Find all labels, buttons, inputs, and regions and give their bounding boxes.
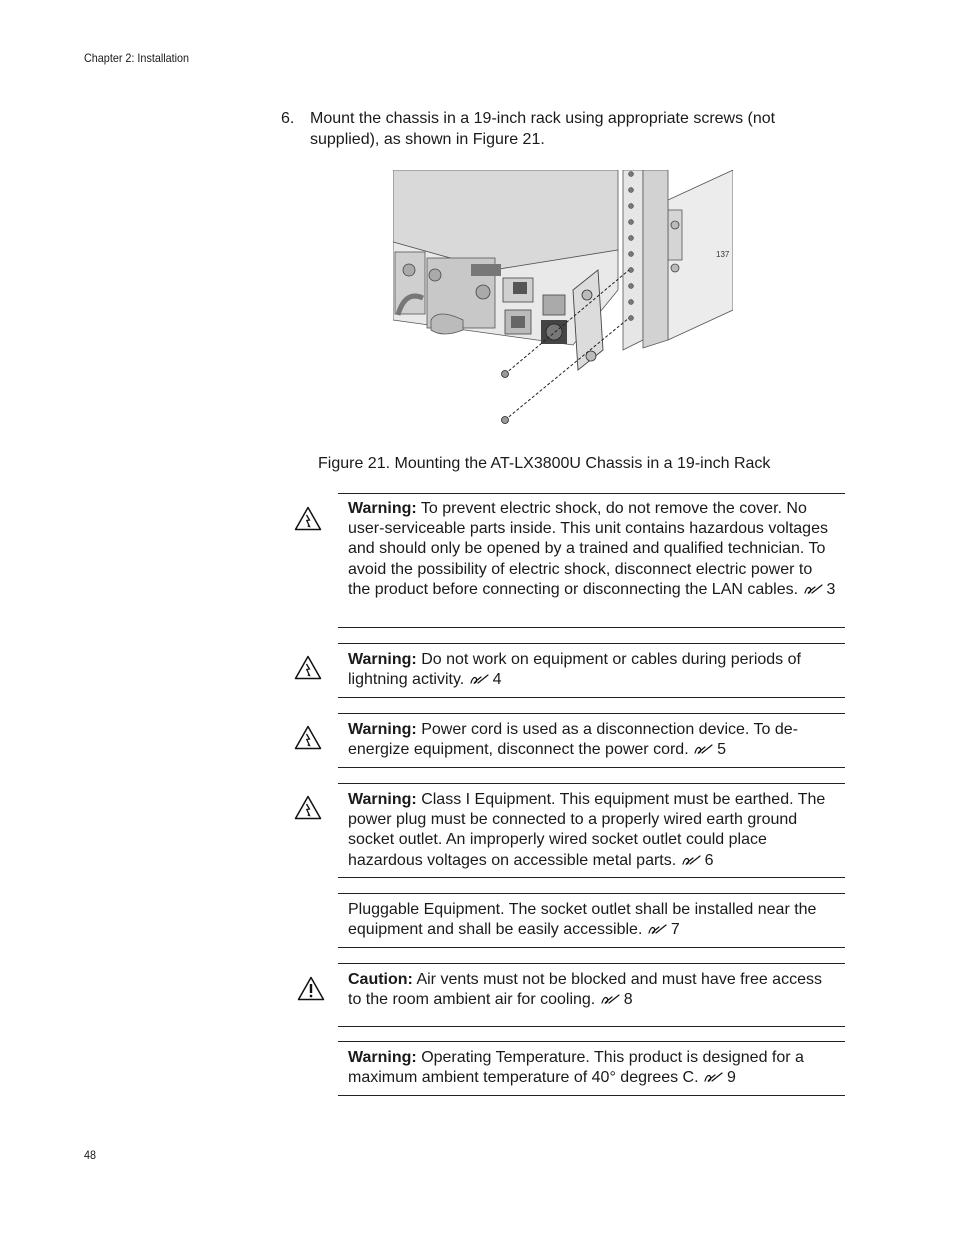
translation-ref-icon bbox=[703, 1071, 727, 1083]
notice-text bbox=[348, 650, 838, 690]
ref-marker bbox=[803, 580, 836, 600]
electric-hazard-icon bbox=[294, 655, 322, 685]
ref-marker bbox=[693, 740, 726, 760]
notice-label: Warning: bbox=[348, 1049, 417, 1066]
notice-body: To prevent electric shock, do not remove the cover. No user-serviceable parts inside. This unit contains hazardous voltages and should only be opened by a trained and qualified technician. To avoid the possibility of electric shock, disconnect electric power to the product before connecting or disconnecting the LAN cables. bbox=[348, 500, 828, 598]
translation-ref-icon bbox=[681, 854, 705, 866]
notice-text bbox=[348, 499, 838, 600]
notice-label: Warning: bbox=[348, 721, 417, 738]
electric-hazard-icon bbox=[294, 795, 322, 825]
ref-marker bbox=[469, 670, 502, 690]
rack-mount-figure bbox=[393, 170, 733, 432]
notice-warning-9 bbox=[338, 1041, 845, 1096]
notice-label: Warning: bbox=[348, 500, 417, 517]
notice-warning-4 bbox=[338, 643, 845, 698]
notice-body: Air vents must not be blocked and must have free access to the room ambient air for cooling. bbox=[348, 971, 822, 1009]
notice-warning-5 bbox=[338, 713, 845, 768]
electric-hazard-icon bbox=[294, 725, 322, 755]
ref-number: 6 bbox=[704, 851, 714, 869]
caution-icon bbox=[297, 976, 325, 1006]
notice-caution-8 bbox=[338, 963, 845, 1027]
notice-warning-6 bbox=[338, 783, 845, 878]
ref-marker bbox=[647, 920, 680, 940]
page-number: 48 bbox=[84, 1148, 97, 1162]
notice-body: Operating Temperature. This product is designed for a maximum ambient temperature of 40° degrees C. bbox=[348, 1049, 804, 1087]
translation-ref-icon bbox=[803, 583, 827, 595]
notice-text bbox=[348, 1048, 838, 1088]
notice-text bbox=[348, 790, 838, 871]
ref-number: 9 bbox=[727, 1069, 736, 1087]
notice-body: Class I Equipment. This equipment must be earthed. The power plug must be connected to a properly wired earth ground socket outlet. An improperly wired socket outlet could place hazardous voltages on accessible metal parts. bbox=[348, 791, 826, 869]
ref-marker bbox=[600, 990, 633, 1010]
ref-number: 4 bbox=[492, 671, 502, 689]
ref-marker bbox=[681, 851, 714, 871]
translation-ref-icon bbox=[600, 993, 624, 1005]
ref-number: 3 bbox=[826, 580, 836, 598]
notice-label: Warning: bbox=[348, 791, 417, 808]
notice-pluggable-7 bbox=[338, 893, 845, 948]
figure-callout: 137 bbox=[716, 250, 730, 259]
page-header: Chapter 2: Installation bbox=[84, 51, 190, 65]
notice-body: Power cord is used as a disconnection device. To de-energize equipment, disconnect the power cord. bbox=[348, 721, 798, 759]
step-number: 6. bbox=[281, 110, 295, 127]
figure-caption: Figure 21. Mounting the AT-LX3800U Chassis in a 19-inch Rack bbox=[318, 455, 771, 472]
ref-marker bbox=[703, 1068, 736, 1088]
notice-text bbox=[348, 720, 838, 760]
translation-ref-icon bbox=[469, 673, 493, 685]
notice-text bbox=[348, 970, 838, 1010]
notice-label: Caution: bbox=[348, 971, 413, 988]
electric-hazard-icon bbox=[294, 506, 322, 536]
notice-warning-3 bbox=[338, 493, 845, 628]
translation-ref-icon bbox=[647, 923, 671, 935]
notice-text bbox=[348, 900, 838, 940]
ref-number: 7 bbox=[670, 921, 680, 939]
notice-body: Do not work on equipment or cables during periods of lightning activity. bbox=[348, 651, 801, 689]
notice-label: Warning: bbox=[348, 651, 417, 668]
ref-number: 8 bbox=[623, 991, 633, 1009]
step-text: Mount the chassis in a 19-inch rack using appropriate screws (not supplied), as shown in Figure 21. bbox=[310, 110, 776, 148]
notice-body: Pluggable Equipment. The socket outlet shall be installed near the equipment and shall be easily accessible. bbox=[348, 901, 817, 939]
ref-number: 5 bbox=[717, 741, 727, 759]
translation-ref-icon bbox=[693, 743, 717, 755]
